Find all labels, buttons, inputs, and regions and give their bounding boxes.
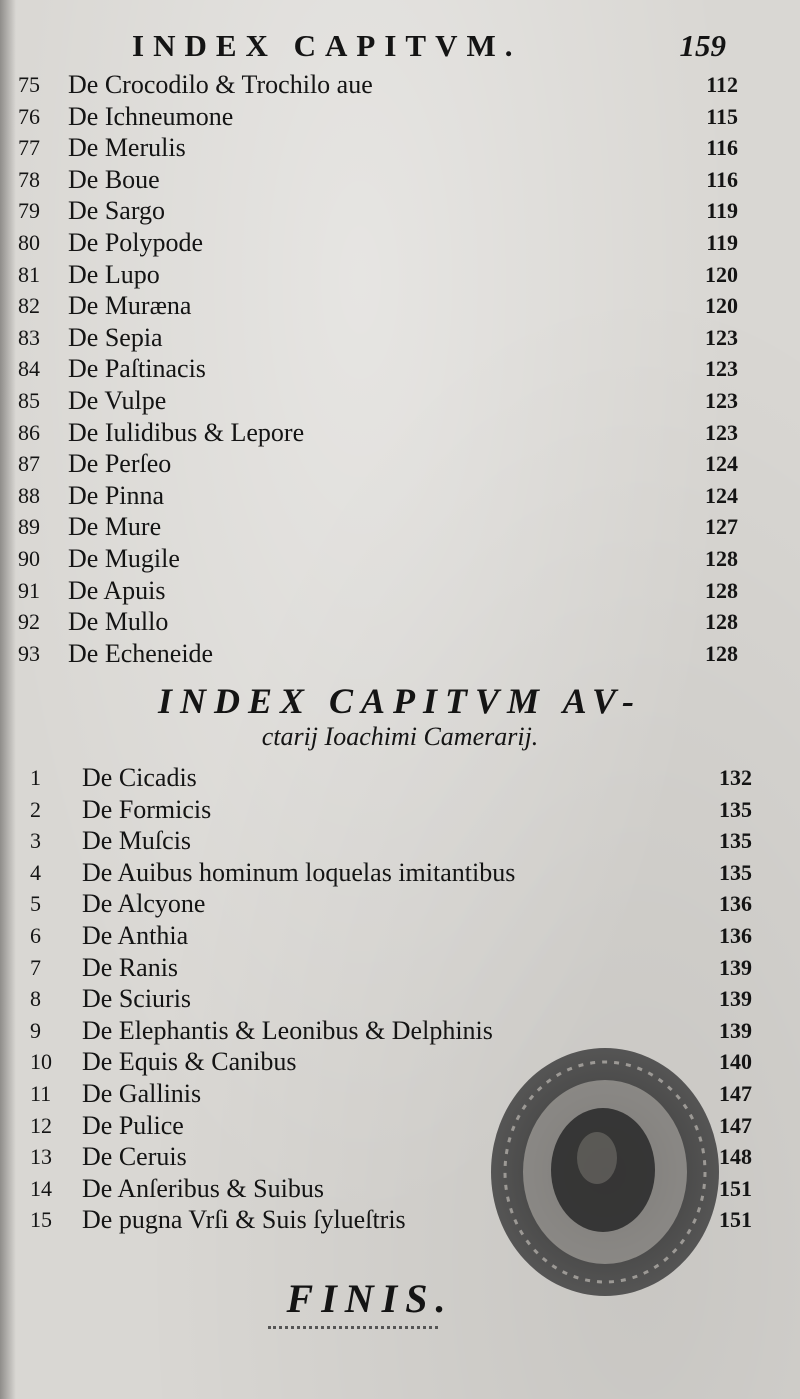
index-entry	[18, 323, 738, 353]
page-reference: 119	[706, 198, 738, 224]
index-entry	[30, 763, 752, 793]
page-reference: 120	[705, 261, 738, 287]
chapter-title: De Elephantis & Leonibus & Delphinis	[82, 1015, 493, 1045]
index-entry	[18, 639, 738, 669]
index-entry	[18, 449, 738, 479]
chapter-number: 10	[30, 1049, 52, 1075]
section-title: INDEX CAPITVM AV-	[157, 681, 643, 721]
chapter-title: De Merulis	[68, 133, 186, 163]
page-reference: 123	[705, 419, 738, 445]
chapter-title: De Lupo	[68, 259, 160, 289]
chapter-title: De Echeneide	[68, 638, 214, 668]
chapter-number: 5	[30, 891, 41, 917]
index-entry	[18, 165, 738, 195]
index-entry	[18, 70, 738, 100]
chapter-number: 9	[30, 1017, 41, 1043]
chapter-title: De Anthia	[82, 921, 189, 950]
page-reference: 139	[719, 986, 752, 1012]
chapter-number: 89	[18, 514, 40, 540]
chapter-title: De Ceruis	[82, 1142, 187, 1172]
chapter-title: De Pulice	[82, 1110, 184, 1140]
chapter-number: 4	[30, 859, 41, 885]
chapter-number: 86	[18, 419, 40, 445]
page-reference: 151	[719, 1175, 752, 1201]
page-reference: 147	[719, 1081, 752, 1106]
chapter-number: 90	[18, 546, 40, 571]
page-reference: 124	[705, 451, 738, 477]
index-entry	[18, 607, 738, 637]
chapter-number: 76	[18, 103, 40, 129]
index-entry	[30, 921, 752, 951]
index-entry	[18, 481, 738, 511]
chapter-number: 15	[30, 1207, 52, 1233]
chapter-number: 6	[30, 923, 41, 948]
page-reference: 128	[705, 609, 738, 635]
chapter-title: De Boue	[68, 164, 160, 194]
index-entry	[18, 102, 738, 132]
chapter-title: De Paſtinacis	[68, 354, 206, 384]
chapter-title: De Alcyone	[82, 889, 206, 919]
page-reference: 123	[705, 324, 738, 350]
page-reference: 135	[719, 859, 752, 885]
index-entry	[18, 196, 738, 226]
chapter-title: De Apuis	[68, 575, 166, 605]
chapter-title: De Polypode	[68, 228, 204, 257]
page-reference: 132	[719, 765, 752, 790]
page-reference: 124	[705, 482, 738, 508]
chapter-title: De Formicis	[82, 794, 212, 824]
chapter-number: 1	[30, 765, 41, 790]
index-entry	[18, 386, 738, 416]
chapter-title: De Equis & Canibus	[82, 1047, 297, 1077]
chapter-number: 85	[18, 388, 40, 413]
page-reference: 148	[719, 1144, 752, 1170]
index-entry	[30, 795, 752, 825]
chapter-title: De Anſeribus & Suibus	[82, 1173, 324, 1203]
chapter-number: 83	[18, 324, 40, 350]
index-entry	[30, 984, 752, 1014]
chapter-number: 92	[18, 609, 40, 635]
chapter-number: 11	[30, 1081, 52, 1106]
chapter-number: 75	[18, 72, 40, 97]
chapter-title: De Sargo	[68, 196, 166, 226]
chapter-number: 77	[18, 135, 40, 161]
chapter-number: 84	[18, 356, 40, 382]
chapter-title: De Perſeo	[68, 449, 172, 479]
index-entry	[18, 228, 738, 258]
page-reference: 140	[719, 1049, 752, 1075]
chapter-title: De Iulidibus & Lepore	[68, 417, 305, 447]
chapter-number: 91	[18, 577, 40, 603]
chapter-title: De Sciuris	[82, 984, 192, 1014]
running-header: INDEX CAPITVM.	[132, 28, 522, 63]
index-entry	[18, 354, 738, 384]
chapter-number: 7	[30, 954, 41, 980]
chapter-title: De Muræna	[68, 291, 192, 321]
chapter-number: 2	[30, 796, 41, 822]
page-reference: 139	[719, 1017, 752, 1043]
chapter-title: De pugna Vrſi & Suis ſylueſtris	[82, 1205, 406, 1235]
page-reference: 123	[705, 388, 738, 413]
index-entry	[18, 544, 738, 574]
page-reference: 147	[719, 1112, 752, 1138]
index-entry	[30, 889, 752, 919]
chapter-number: 3	[30, 828, 41, 854]
index-entry	[18, 133, 738, 163]
index-entry	[30, 858, 752, 888]
library-stamp-icon	[485, 1040, 725, 1302]
chapter-title: De Auibus hominum loquelas imitantibus	[82, 857, 516, 887]
page-reference: 116	[706, 166, 738, 192]
chapter-title: De Mugile	[68, 544, 180, 573]
page-reference: 115	[706, 103, 738, 129]
chapter-number: 82	[18, 293, 40, 319]
chapter-number: 12	[30, 1112, 52, 1138]
chapter-title: De Muſcis	[82, 826, 192, 856]
chapter-number: 79	[18, 198, 40, 224]
page-reference: 128	[705, 640, 738, 666]
finis-mark: FINIS.	[286, 1276, 454, 1321]
chapter-number: 87	[18, 451, 40, 477]
chapter-number: 78	[18, 166, 40, 192]
page-reference: 119	[706, 230, 738, 255]
page-reference: 127	[705, 514, 738, 540]
chapter-title: De Mullo	[68, 607, 169, 637]
page-reference: 120	[705, 293, 738, 319]
index-entry	[30, 953, 752, 983]
page-reference: 135	[719, 796, 752, 822]
index-entry	[18, 418, 738, 448]
section-subtitle: ctarij Ioachimi Camerarij.	[261, 722, 539, 751]
chapter-number: 80	[18, 230, 40, 255]
page-reference: 151	[719, 1207, 752, 1233]
finis-underline	[268, 1326, 438, 1329]
index-entry	[18, 576, 738, 606]
page-reference: 139	[719, 954, 752, 980]
chapter-title: De Ranis	[82, 952, 179, 982]
chapter-number: 13	[30, 1144, 52, 1170]
chapter-number: 93	[18, 640, 40, 666]
page-reference: 116	[706, 135, 738, 161]
chapter-title: De Ichneumone	[68, 101, 234, 131]
chapter-title: De Pinna	[68, 480, 165, 510]
page-reference: 136	[719, 891, 752, 917]
page-reference: 135	[719, 828, 752, 854]
chapter-title: De Gallinis	[82, 1079, 202, 1108]
chapter-number: 88	[18, 482, 40, 508]
page-reference: 128	[705, 546, 738, 571]
chapter-number: 8	[30, 986, 41, 1012]
page-reference: 128	[705, 577, 738, 603]
chapter-title: De Mure	[68, 512, 162, 542]
index-entry	[18, 512, 738, 542]
chapter-number: 14	[30, 1175, 52, 1201]
index-entry	[18, 260, 738, 290]
page-reference: 136	[719, 923, 752, 948]
chapter-number: 81	[18, 261, 40, 287]
chapter-title: De Vulpe	[68, 386, 167, 415]
chapter-title: De Cicadis	[82, 763, 197, 792]
page-reference: 112	[706, 72, 738, 97]
index-entry	[18, 291, 738, 321]
chapter-title: De Sepia	[68, 322, 163, 352]
chapter-title: De Crocodilo & Trochilo aue	[68, 70, 373, 99]
folio-number: 159	[679, 28, 726, 63]
page-reference: 123	[705, 356, 738, 382]
index-entry	[30, 826, 752, 856]
